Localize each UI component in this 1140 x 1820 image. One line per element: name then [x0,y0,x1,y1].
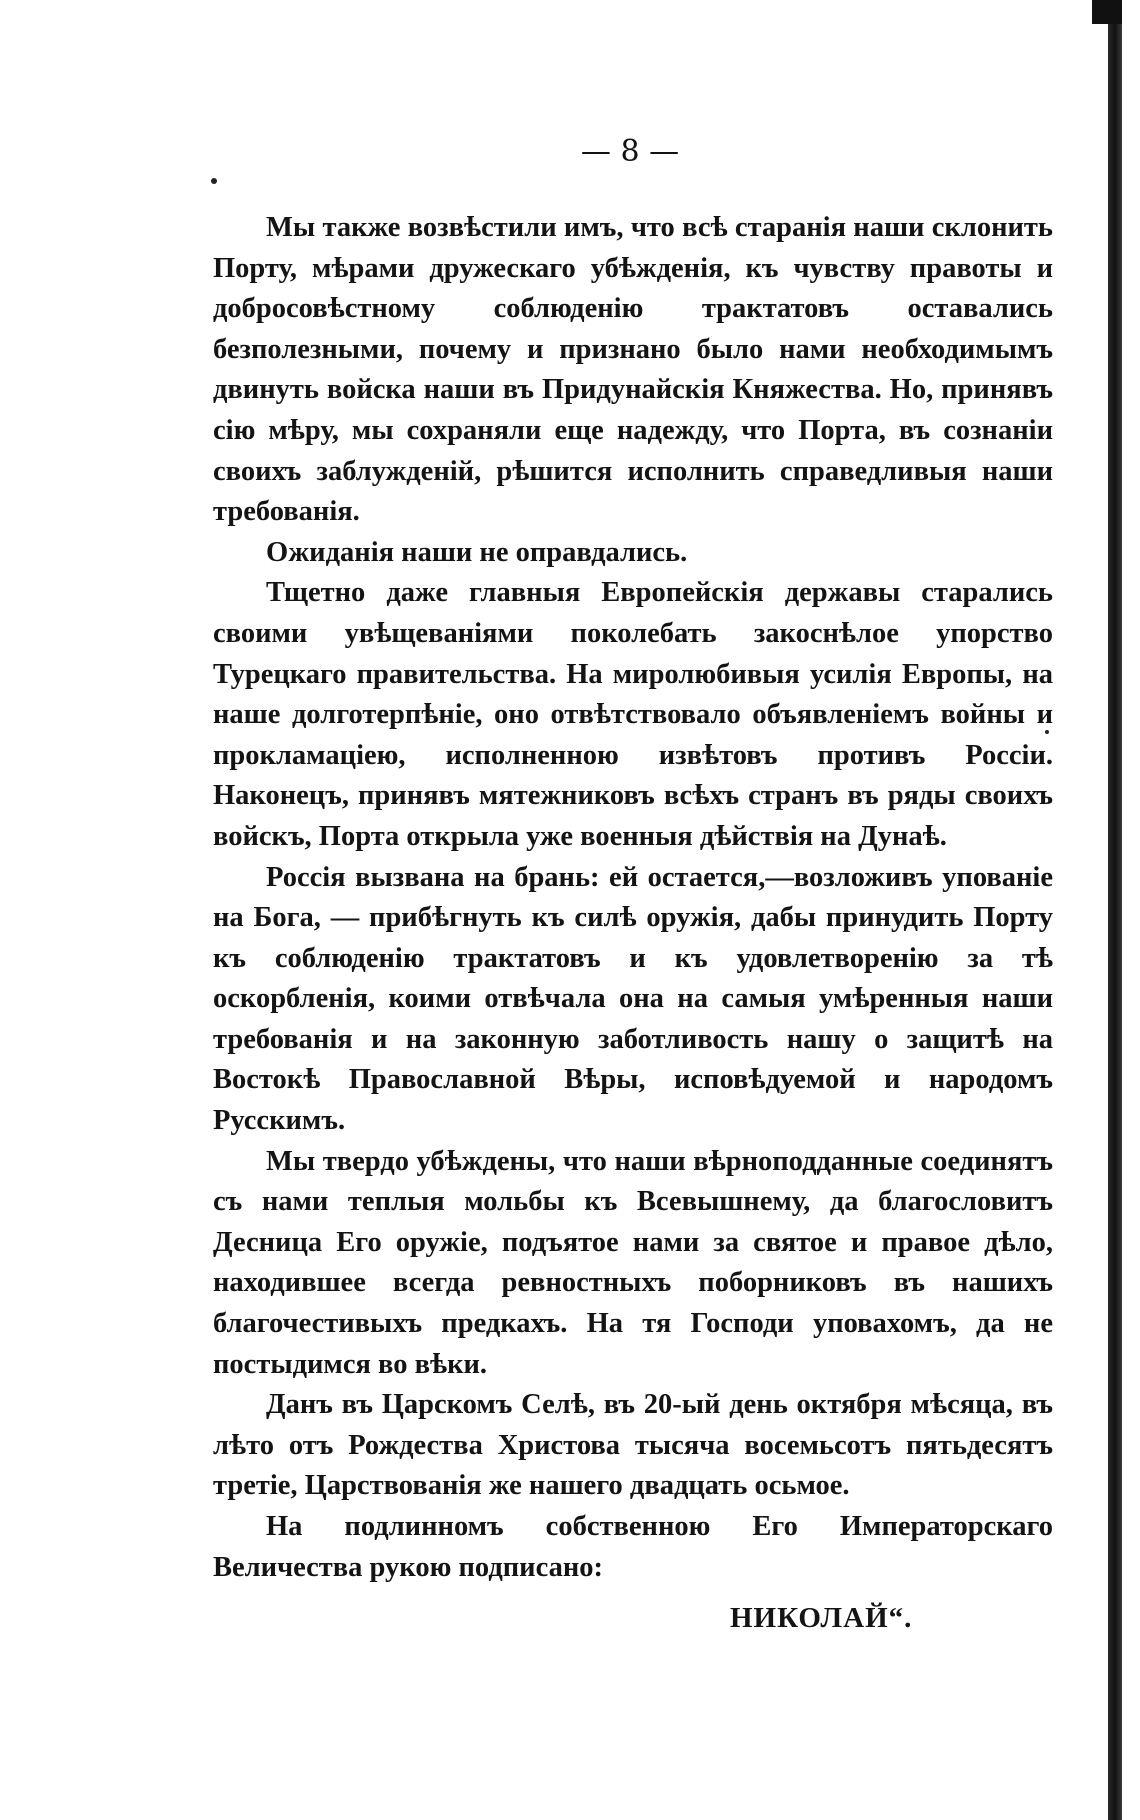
paragraph-2: Ожиданія наши не оправдались. [266,536,688,568]
paragraph-5: Мы твердо убѣждены, что наши вѣрноподданные соединятъ съ нами теплыя мольбы къ Всевышнему, да благословитъ Десница Его оружіе, подъятое нами за святое и правое дѣло, находившее всегда ревностныхъ поборниковъ въ нашихъ благочестивыхъ предкахъ. На тя Господи уповахомъ, да не постыдимся во вѣки. [213,1145,1053,1380]
paragraph-1: Мы также возвѣстили имъ, что всѣ старанія наши склонить Порту, мѣрами дружескаго убѣжденія, къ чувству правоты и добросовѣстному соблюденію трактатовъ оставались безполезными, почему и признано было нами необходимымъ двинуть войска наши въ Придунайскія Княжества. Но, принявъ сію мѣру, мы сохраняли еще надежду, что Порта, въ сознаніи своихъ заблужденій, рѣшится исполнить справедливыя наши требованія. [213,212,1053,528]
page-edge-shadow [1108,0,1122,1820]
page-edge-tip [1092,0,1122,24]
page-number: — 8 — [580,134,680,169]
signature: НИКОЛАЙ“. [730,1602,913,1634]
paragraph-6: Данъ въ Царскомъ Селѣ, въ 20-ый день октября мѣсяца, въ лѣто отъ Рождества Христова тысяча восемьсотъ пятьдесятъ третіе, Царствованія же нашего двадцать осьмое. [213,1389,1053,1502]
paragraph-4: Россія вызвана на брань: ей остается,—возложивъ упованіе на Бога, — прибѣгнуть къ силѣ оружія, дабы принудить Порту къ соблюденію трактатовъ и къ удовлетворенію за тѣ оскорбленія, коими отвѣчала она на самыя умѣренныя наши требованія и на законную заботливость нашу о защитѣ на Востокѣ Православной Вѣры, исповѣдуемой и народомъ Русскимъ. [213,861,1053,1137]
document-body [213,208,1053,1588]
paragraph-7: На подлинномъ собственною Его Императорскаго Величества рукою подписано: [213,1511,1053,1583]
ink-speck [211,178,217,184]
paragraph-3: Тщетно даже главныя Европейскія державы старались своими увѣщеваніями поколебать закоснѣлое упорство Турецкаго правительства. На миролюбивыя усилія Европы, на наше долготерпѣніе, оно отвѣтствовало объявленіемъ войны и прокламаціею, исполненною извѣтовъ противъ Россіи. Наконецъ, принявъ мятежниковъ всѣхъ странъ въ ряды своихъ войскъ, Порта открыла уже военныя дѣйствія на Дунаѣ. [213,577,1053,852]
